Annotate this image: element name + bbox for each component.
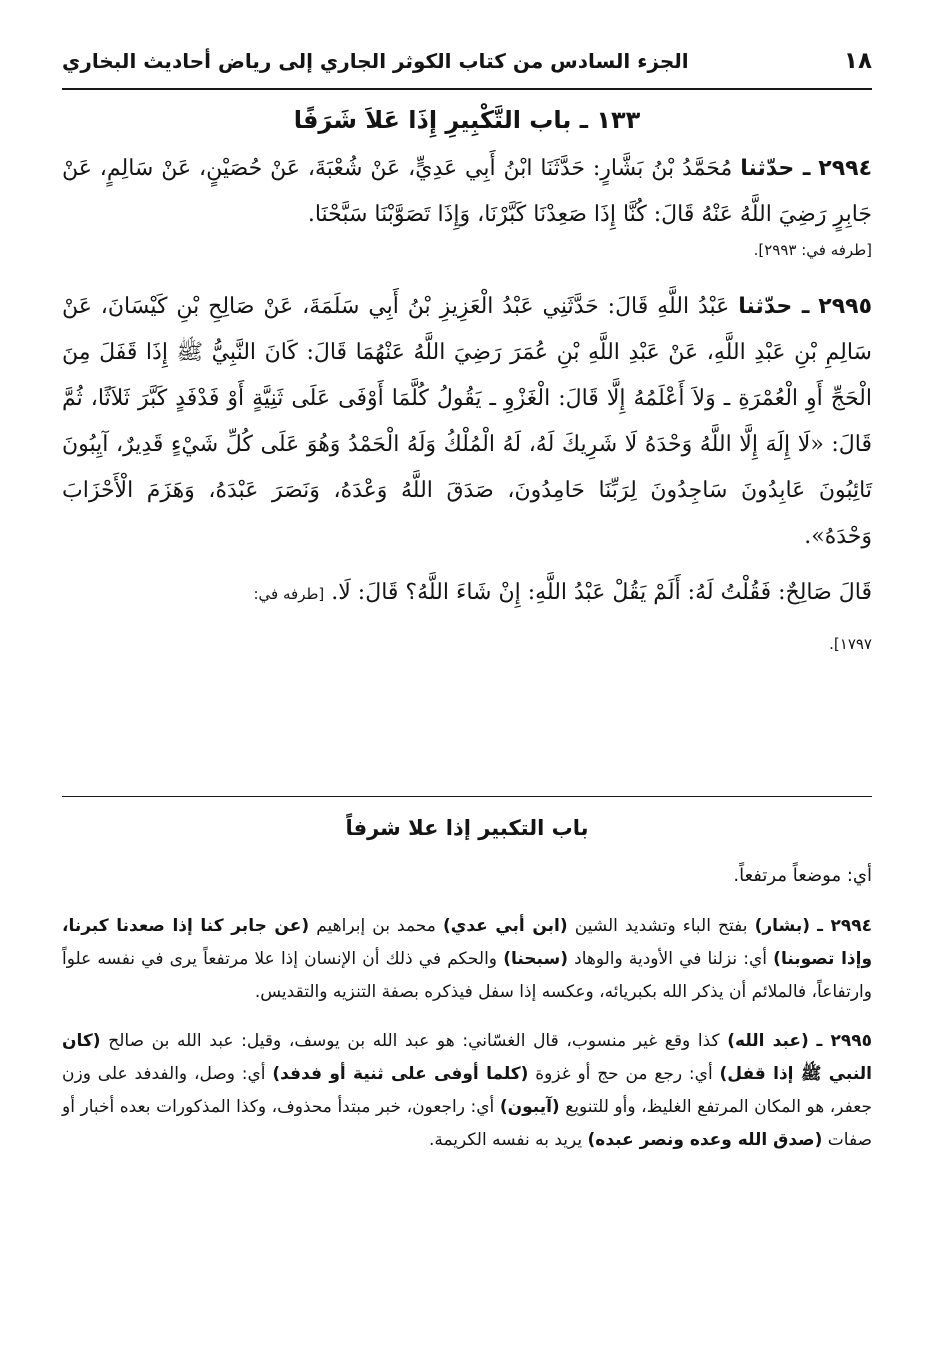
commentary-2994: ٢٩٩٤ ـ (بشار) بفتح الباء وتشديد الشين (ابن أبي عدي) محمد بن إبراهيم (عن جابر كنا إذا صعدنا كبرنا، وإذا تصوبنا) أي: نزلنا في الأودية والوهاد (سبحنا) والحكم في ذلك أن الإنسان إذا علا مرتفعاً يرى في نفسه علواً وارتفاعاً، فالملائم أن يذكر الله بكبريائه، وعكسه إذا سفل فيذكره بصفة التنزيه والتقديس. [62, 916, 873, 1002]
cross-reference-start: [طرفه في: [253, 585, 325, 603]
hadith-text: مُحَمَّدُ بْنُ بَشَّارٍ: حَدَّثَنَا ابْنُ أَبِي عَدِيٍّ، عَنْ شُعْبَةَ، عَنْ حُصَيْنٍ، عَنْ سَالِمٍ، عَنْ جَابِرٍ رَضِيَ اللَّهُ عَنْهُ قَالَ: كُنَّا إِذَا صَعِدْنَا كَبَّرْنَا، وَإِذَا تَصَوَّبْنَا سَبَّحْنَا. [62, 156, 872, 227]
hadith-followup [62, 570, 872, 617]
hadith-number: ٢٩٩٥ [818, 294, 872, 319]
commentary-number: ٢٩٩٤ ـ [817, 916, 873, 936]
hadith-2995: ٢٩٩٥ ـ حدّثنا عَبْدُ اللَّهِ قَالَ: حَدَّثَنِي عَبْدُ الْعَزِيزِ بْنُ أَبِي سَلَمَةَ، عَنْ صَالِحِ بْنِ كَيْسَانَ، عَنْ سَالِمِ بْنِ عَبْدِ اللَّهِ، عَنْ عَبْدِ اللَّهِ بْنِ عُمَرَ رَضِيَ اللَّهُ عَنْهُمَا قَالَ: كَانَ النَّبِيُّ ﷺ إِذَا قَفَلَ مِنَ الْحَجِّ أَوِ الْعُمْرَةِ ـ وَلاَ أَعْلَمُهُ إِلَّا قَالَ: الْغَزْوِ ـ يَقُولُ كُلَّمَا أَوْفَى عَلَى ثَنِيَّةٍ أَوْ فَدْفَدٍ كَبَّرَ ثَلاَثًا، ثُمَّ قَالَ: «لَا إِلَهَ إِلَّا اللَّهُ وَحْدَهُ لَا شَرِيكَ لَهُ، لَهُ الْمُلْكُ وَلَهُ الْحَمْدُ وَهُوَ عَلَى كُلِّ شَيْءٍ قَدِيرٌ، آيِبُونَ تَائِبُونَ عَابِدُونَ سَاجِدُونَ لِرَبِّنَا حَامِدُونَ، صَدَقَ اللَّهُ وَعْدَهُ، وَنَصَرَ عَبْدَهُ، وَهَزَمَ الْأَحْزَابَ وَحْدَهُ». [62, 294, 872, 549]
commentary-divider [62, 796, 872, 797]
commentary-section [62, 816, 872, 1173]
commentary-number: ٢٩٩٥ ـ [816, 1031, 873, 1051]
commentary-title: باب التكبير إذا علا شرفاً [345, 816, 589, 840]
hadith-number: ٢٩٩٤ [818, 156, 872, 181]
page-number: ١٨ [843, 48, 872, 74]
followup-text: قَالَ صَالِحٌ: فَقُلْتُ لَهُ: أَلَمْ يَقُلْ عَبْدُ اللَّهِ: إِنْ شَاءَ اللَّهُ؟ قَالَ: لَا. [331, 580, 872, 605]
commentary-2995: ٢٩٩٥ ـ (عبد الله) كذا وقع غير منسوب، قال الغسّاني: هو عبد الله بن يوسف، وقيل: عبد الله بن صالح (كان النبي ﷺ إذا قفل) أي: رجع من حج أو غزوة (كلما أوفى على ثنية أو فدفد) أي: وصل، والفدفد على وزن جعفر، هو المكان المرتفع الغليظ، وأو للتنويع (آيبون) أي: راجعون، خبر مبتدأ محذوف، وكذا المذكورات بعده أخبار أو صفات (صدق الله وعده ونصر عبده) يريد به نفسه الكريمة. [62, 1031, 873, 1150]
book-page: ١٨ الجزء السادس من كتاب الكوثر الجاري إلى رياض أحاديث البخاري ١٣٣ ـ باب التَّكْبِيرِ إِذَا عَلاَ شَرَفًا ٢٩٩٤ ـ حدّثنا مُحَمَّدُ بْنُ بَشَّارٍ: حَدَّثَنَا ابْنُ أَبِي عَدِيٍّ، عَنْ شُعْبَةَ، عَنْ حُصَيْنٍ، عَنْ سَالِمٍ، عَنْ جَابِرٍ رَضِيَ اللَّهُ عَنْهُ قَالَ: كُنَّا إِذَا صَعِدْنَا كَبَّرْنَا، وَإِذَا تَصَوَّبْنَا سَبَّحْنَا. [طرفه في: ٢٩٩٣]. ٢٩٩٥ ـ حدّثنا عَبْدُ اللَّهِ قَالَ: حَدَّثَنِي عَبْدُ الْعَزِيزِ بْنُ أَبِي سَلَمَةَ، عَنْ صَالِحِ بْنِ كَيْسَانَ، عَنْ سَالِمِ بْنِ عَبْدِ اللَّهِ، عَنْ عَبْدِ اللَّهِ بْنِ عُمَرَ رَضِيَ اللَّهُ عَنْهُمَا قَالَ: كَانَ النَّبِيُّ ﷺ إِذَا قَفَلَ مِنَ الْحَجِّ أَوِ الْعُمْرَةِ ـ وَلاَ أَعْلَمُهُ إِلَّا قَالَ: الْغَزْوِ ـ يَقُولُ كُلَّمَا أَوْفَى عَلَى ثَنِيَّةٍ أَوْ فَدْفَدٍ كَبَّرَ ثَلاَثًا، ثُمَّ قَالَ: «لَا إِلَهَ إِلَّا اللَّهُ وَحْدَهُ لَا شَرِيكَ لَهُ، لَهُ الْمُلْكُ وَلَهُ الْحَمْدُ وَهُوَ عَلَى كُلِّ شَيْءٍ قَدِيرٌ، آيِبُونَ تَائِبُونَ عَابِدُونَ سَاجِدُونَ لِرَبِّنَا حَامِدُونَ، صَدَقَ اللَّهُ وَعْدَهُ، وَنَصَرَ عَبْدَهُ، وَهَزَمَ الْأَحْزَابَ وَحْدَهُ». قَالَ صَالِحٌ: فَقُلْتُ لَهُ: أَلَمْ يَقُلْ عَبْدُ اللَّهِ: إِنْ شَاءَ اللَّهُ؟ قَالَ: لَا. [طرفه في: ١٧٩٧]. باب التكبير إذا علا شرفاً أي: موضعاً مرتفعاً. ٢٩٩٤ ـ (بشار) بفتح الباء وتشديد الشين (ابن أبي عدي) محمد بن إبراهيم (عن جابر كنا إذا صعدنا كبرنا، وإذا تصوبنا) أي: نزلنا في الأودية والوهاد (سبحنا) والحكم في ذلك أن الإنسان إذا علا مرتفعاً يرى في نفسه علواً وارتفاعاً، فالملائم أن يذكر الله بكبريائه، وعكسه إذا سفل فيذكره بصفة التنزيه والتقديس. ٢٩٩٥ ـ (عبد الله) كذا وقع غير منسوب، قال الغسّاني: هو عبد الله بن يوسف، وقيل: عبد الله بن صالح (كان النبي ﷺ إذا قفل) أي: رجع من حج أو غزوة (كلما أوفى على ثنية أو فدفد) أي: وصل، والفدفد على وزن جعفر، هو المكان المرتفع الغليظ، وأو للتنويع (آيبون) أي: راجعون، خبر مبتدأ محذوف، وكذا المذكورات بعده أخبار أو صفات (صدق الله وعده ونصر عبده) يريد به نفسه الكريمة. [62, 48, 872, 1338]
hadith-lead: حدّثنا [740, 156, 795, 181]
cross-reference: [طرفه في: ٢٩٩٣]. [753, 241, 872, 259]
commentary-intro: أي: موضعاً مرتفعاً. [733, 865, 872, 886]
hadith-lead: حدّثنا [738, 294, 793, 319]
running-title: الجزء السادس من كتاب الكوثر الجاري إلى رياض أحاديث البخاري [62, 49, 689, 73]
hadith-text: عَبْدُ اللَّهِ قَالَ: حَدَّثَنِي عَبْدُ الْعَزِيزِ بْنُ أَبِي سَلَمَةَ، عَنْ صَالِحِ بْنِ كَيْسَانَ، عَنْ سَالِمِ بْنِ عَبْدِ اللَّهِ، عَنْ عَبْدِ اللَّهِ بْنِ عُمَرَ رَضِيَ اللَّهُ عَنْهُمَا قَالَ: كَانَ النَّبِيُّ ﷺ إِذَا قَفَلَ مِنَ الْحَجِّ أَوِ الْعُمْرَةِ ـ وَلاَ أَعْلَمُهُ إِلَّا قَالَ: الْغَزْوِ ـ يَقُولُ كُلَّمَا أَوْفَى عَلَى ثَنِيَّةٍ أَوْ فَدْفَدٍ كَبَّرَ ثَلاَثًا، ثُمَّ قَالَ: «لَا إِلَهَ إِلَّا اللَّهُ وَحْدَهُ لَا شَرِيكَ لَهُ، لَهُ الْمُلْكُ وَلَهُ الْحَمْدُ وَهُوَ عَلَى كُلِّ شَيْءٍ قَدِيرٌ، آيِبُونَ تَائِبُونَ عَابِدُونَ سَاجِدُونَ لِرَبِّنَا حَامِدُونَ، صَدَقَ اللَّهُ وَعْدَهُ، وَنَصَرَ عَبْدَهُ، وَهَزَمَ الْأَحْزَابَ وَحْدَهُ». [62, 294, 872, 549]
page-header [62, 48, 872, 88]
chapter-title: ١٣٣ ـ باب التَّكْبِيرِ إِذَا عَلاَ شَرَفًا [293, 106, 641, 134]
header-divider [62, 88, 872, 90]
hadith-2994: ٢٩٩٤ ـ حدّثنا مُحَمَّدُ بْنُ بَشَّارٍ: حَدَّثَنَا ابْنُ أَبِي عَدِيٍّ، عَنْ شُعْبَةَ، عَنْ حُصَيْنٍ، عَنْ سَالِمٍ، عَنْ جَابِرٍ رَضِيَ اللَّهُ عَنْهُ قَالَ: كُنَّا إِذَا صَعِدْنَا كَبَّرْنَا، وَإِذَا تَصَوَّبْنَا سَبَّحْنَا. [62, 156, 872, 227]
